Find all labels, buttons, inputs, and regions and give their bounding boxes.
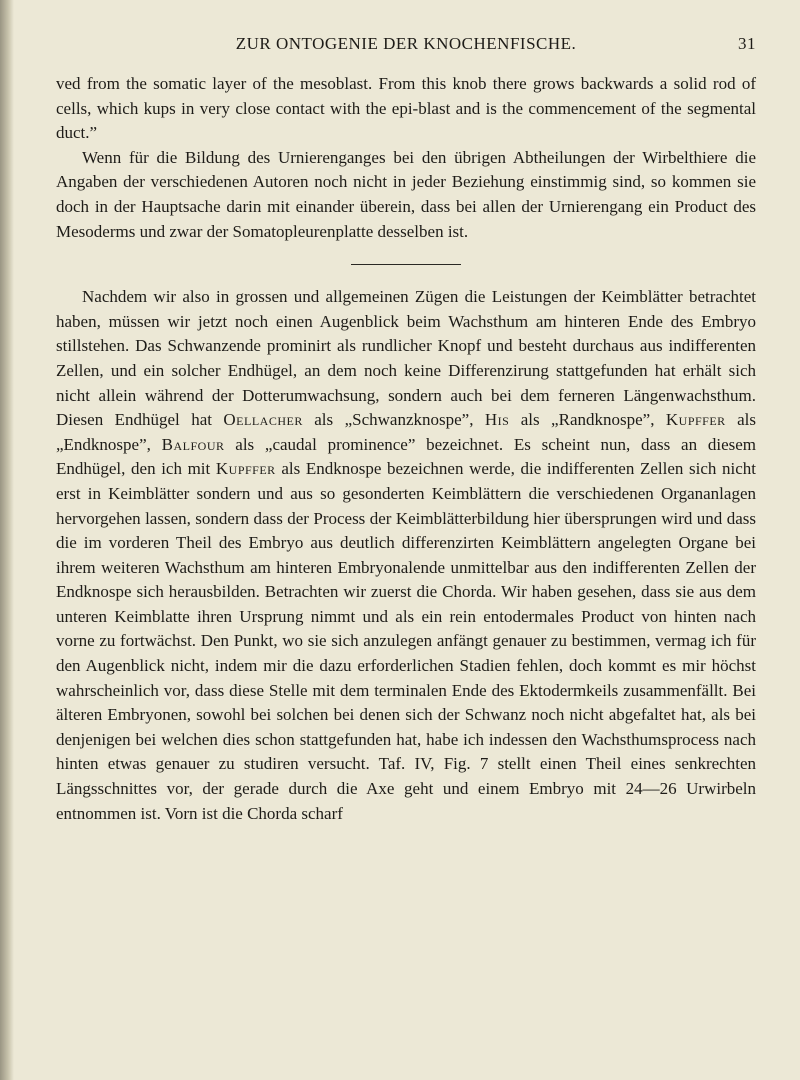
paragraph-endknospe xyxy=(56,285,756,826)
author-name: His xyxy=(484,410,510,430)
page-number: 31 xyxy=(738,34,756,53)
paragraph-continued: ved from the somatic layer of the mesoblast. From this knob there grows backwards a solid rod of cells, which kups in very close contact with the epi-blast and is the commencement of the segmental duct.” xyxy=(56,74,756,143)
section-divider xyxy=(351,264,461,265)
text-run: als „Endknospe”, xyxy=(56,410,756,454)
text-run: als „Randknospe”, xyxy=(520,410,655,430)
text-run: Nachdem wir also in grossen und allgemeinen Zügen die Leistungen der Keimblätter betrachtet haben, müssen wir jetzt noch einen Augenblick beim Wachsthum am hinteren Ende des Embryo stillstehen. Das Schwanzende prominirt als rundlicher Knopf und besteht durchaus aus indifferenten Zellen, und ein solcher Endhügel, an dem noch keine Differenzirung stattgefunden hat erhält sich nicht allein während der Dotterumwachsung, sondern auch bei dem ferneren Längenwachsthum. Diesen Endhügel hat xyxy=(56,287,756,430)
document-page xyxy=(56,34,756,826)
book-spine-shadow xyxy=(0,0,14,1080)
running-title: ZUR ONTOGENIE DER KNOCHENFISCHE. xyxy=(235,34,577,53)
text-run: als „caudal prominence” bezeichnet. Es scheint nun, dass an diesem Endhügel, den ich mit xyxy=(56,434,757,479)
author-name: Kupffer xyxy=(215,459,276,479)
page-body xyxy=(56,72,756,826)
paragraph-urnierengang: Wenn für die Bildung des Urnierenganges bei den übrigen Abtheilungen der Wirbelthiere die Angaben der verschiedenen Autoren noch nicht in jeder Beziehung einstimmig sind, so kommen sie doch in der Hauptsache darin mit einander überein, dass bei allen der Urnierengang ein Product des Mesoderms und zwar der Somatopleurenplatte desselben ist. xyxy=(56,147,756,241)
author-name: Oellacher xyxy=(223,410,303,430)
text-run: als Endknospe bezeichnen werde, die indifferenten Zellen sich nicht erst in Keimblätter sondern und aus so gesonderten Keimblättern die verschiedenen Organanlagen hervorgehen lassen, sondern dass der Process der Keimblätterbildung hier übersprungen wird und dass die im vorderen Theil des Embryo aus deutlich differenzirten Keimblättern angelegten Organe bei ihrem weiteren Wachsthum am hinteren Embryonalende unmittelbar aus den indifferenten Zellen der Endknospe sich herausbilden. Betrachten wir zuerst die Chorda. Wir haben gesehen, dass sie aus dem unteren Keimblatte ihren Ursprung nimmt und als ein rein entodermales Product von hinten nach vorne zu fortwächst. Den Punkt, wo sie sich anzulegen anfängt genauer zu bestimmen, vermag ich für den Augenblick nicht, indem mir die dazu erforderlichen Stadien fehlen, doch kommt es mir höchst wahrscheinlich vor, dass diese Stelle mit dem terminalen Ende des Ektodermkeils zusammenfällt. Bei älteren Embryonen, sowohl bei solchen bei denen sich der Schwanz noch nicht abgefaltet hat, als bei denjenigen bei welchen dies schon stattgefunden hat, habe ich indessen den Wachsthumsprocess nach hinten etwas genauer zu studiren versucht. Taf. IV, Fig. 7 stellt einen Theil eines senkrechten Längsschnittes vor, der gerade durch die Axe geht und einem Embryo mit 24—26 Urwirbeln entnommen ist. Vorn ist die Chorda scharf xyxy=(56,459,757,823)
page-header xyxy=(56,34,756,58)
text-run: als „Schwanzknospe”, xyxy=(314,410,474,430)
author-name: Balfour xyxy=(161,434,225,454)
author-name: Kupffer xyxy=(665,410,726,430)
